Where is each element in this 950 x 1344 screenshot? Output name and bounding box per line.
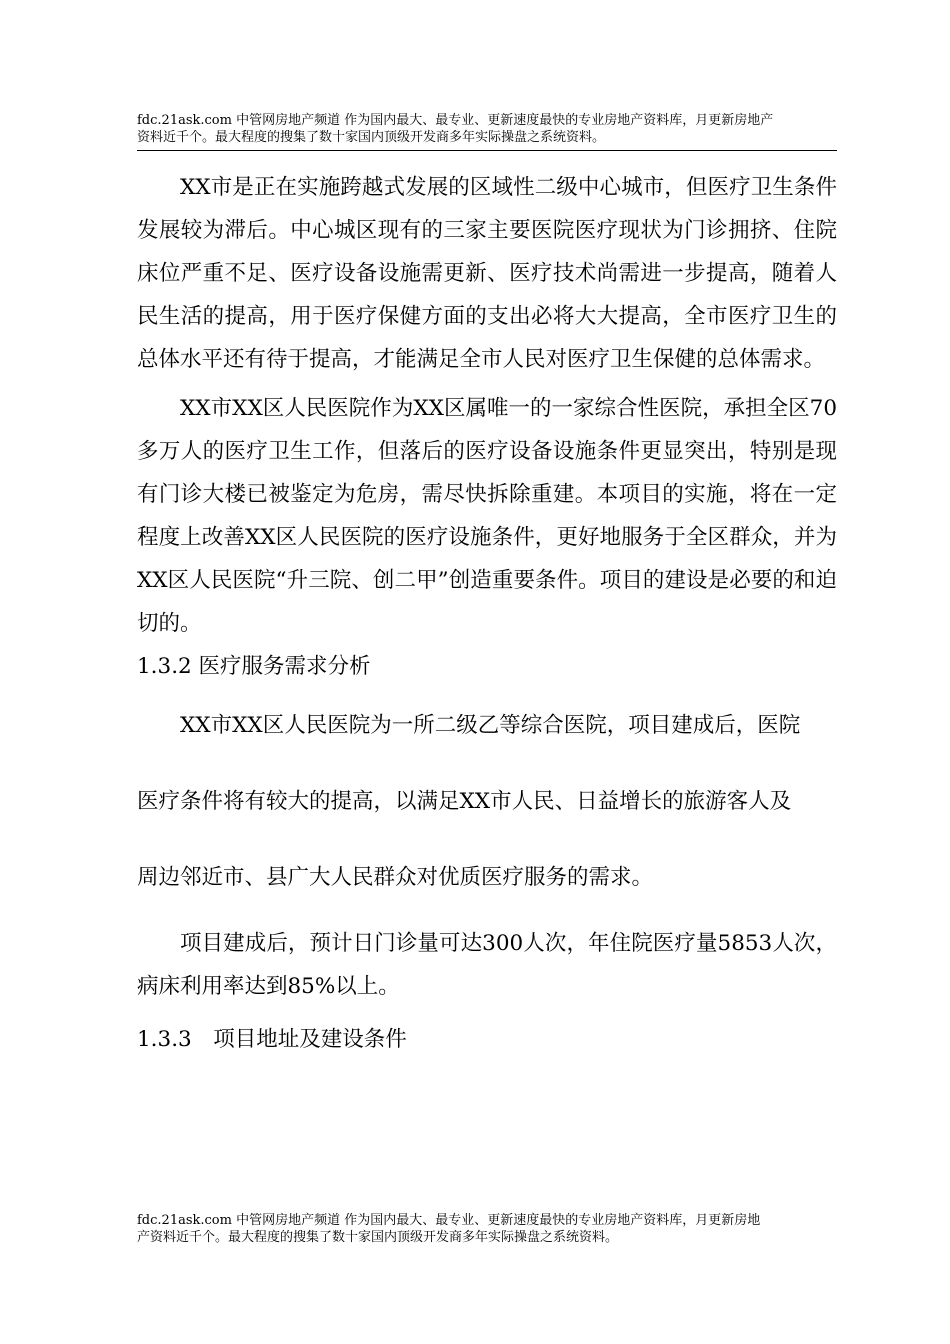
footer-line-2: 产资料近千个。最大程度的搜集了数十家国内顶级开发商多年实际操盘之系统资料。 [137,1230,619,1245]
page-header [137,112,837,146]
paragraph-3-line-3: 周边邻近市、县广大人民群众对优质医疗服务的需求。 [137,865,654,890]
document-body [137,166,837,1061]
header-divider [137,150,837,151]
paragraph-3-line-1: XX市XX区人民医院为一所二级乙等综合医院，项目建成后，医院 [180,713,801,738]
paragraph-4: 项目建成后，预计日门诊量可达300人次，年住院医疗量5853人次，病床利用率达到85%以上。 [137,931,837,999]
header-line-2: 资料近千个。最大程度的搜集了数十家国内顶级开发商多年实际操盘之系统资料。 [137,130,606,145]
footer-line-1: fdc.21ask.com 中管网房地产频道 作为国内最大、最专业、更新速度最快的专业房地产资料库，月更新房地 [137,1213,761,1228]
paragraph-1: XX市是正在实施跨越式发展的区域性二级中心城市，但医疗卫生条件发展较为滞后。中心城区现有的三家主要医院医疗现状为门诊拥挤、住院床位严重不足、医疗设备设施需更新、医疗技术尚需进一步提高，随着人民生活的提高，用于医疗保健方面的支出必将大大提高，全市医疗卫生的总体水平还有待于提高，才能满足全市人民对医疗卫生保健的总体需求。 [137,175,837,372]
paragraph-2: XX市XX区人民医院作为XX区属唯一的一家综合性医院，承担全区70多万人的医疗卫生工作，但落后的医疗设备设施条件更显突出，特别是现有门诊大楼已被鉴定为危房，需尽快拆除重建。本项目的实施，将在一定程度上改善XX区人民医院的医疗设施条件，更好地服务于全区群众，并为XX区人民医院“升三院、创二甲”创造重要条件。项目的建设是必要的和迫切的。 [137,396,837,636]
section-heading-1-3-3: 1.3.3 项目地址及建设条件 [137,1027,407,1052]
section-heading-1-3-2: 1.3.2 医疗服务需求分析 [137,654,371,679]
header-line-1: fdc.21ask.com 中管网房地产频道 作为国内最大、最专业、更新速度最快的专业房地产资料库，月更新房地产 [137,113,774,128]
page-footer [137,1212,837,1246]
paragraph-3-line-2: 医疗条件将有较大的提高，以满足XX市人民、日益增长的旅游客人及 [137,789,792,814]
